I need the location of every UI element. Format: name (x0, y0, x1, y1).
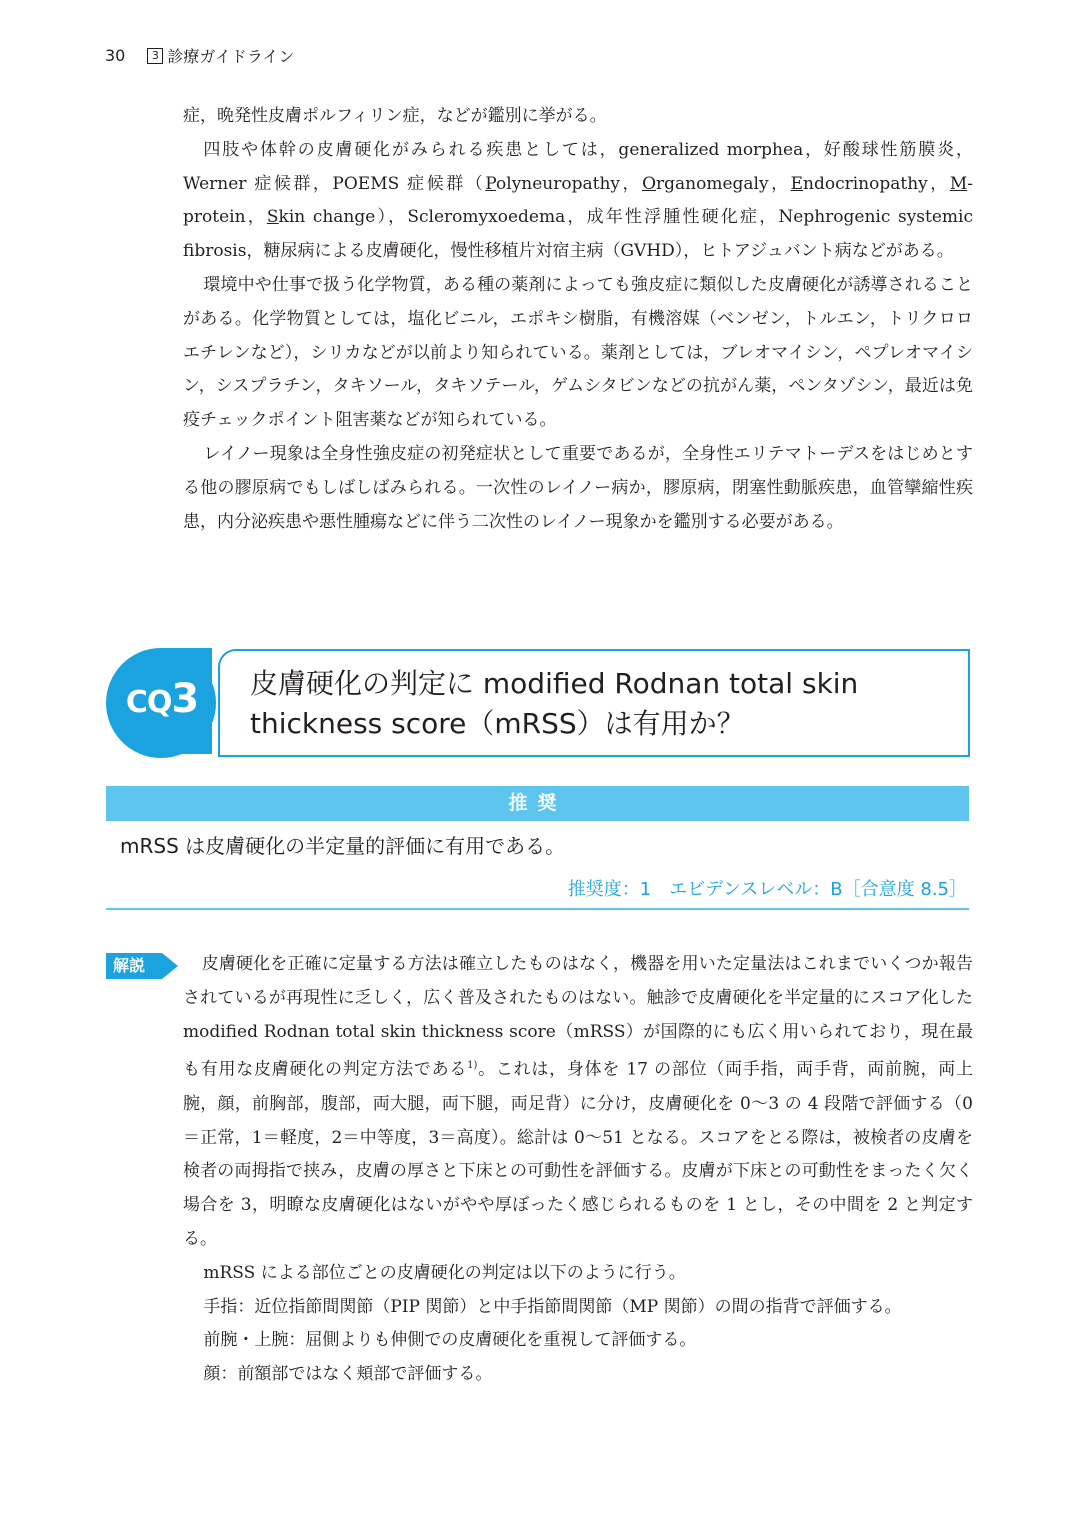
paragraph-raynaud: レイノー現象は全身性強皮症の初発症状として重要であるが，全身性エリテマトーデスをはじめとする他の膠原病でもしばしばみられる。一次性のレイノー病か，膠原病，閉塞性動脈疾患，血管攣縮性疾患，内分泌疾患や悪性腫瘍などに伴う二次性のレイノー現象かを鑑別する必要がある。 (183, 443, 973, 532)
page-number: 30 (105, 46, 126, 65)
paragraph-diseases: 四肢や体幹の皮膚硬化がみられる疾患としては，generalized morphea，好酸球性筋膜炎，Werner 症候群，POEMS 症候群（Polyneuropathy，Organomegaly，Endocrinopathy，M-protein，Skin change），Scleromyxoedema，成年性浮腫性硬化症，Nephrogenic systemic fibrosis，糖尿病による皮膚硬化，慢性移植片対宿主病（GVHD），ヒトアジュバント病などがある。 (183, 139, 973, 262)
commentary-body (183, 948, 973, 1392)
cq-title: 皮膚硬化の判定に modified Rodnan total skin thickness score（mRSS）は有用か？ (250, 667, 859, 740)
paragraph-chemicals: 環境中や仕事で扱う化学物質，ある種の薬剤によっても強皮症に類似した皮膚硬化が誘導されることがある。化学物質としては，塩化ビニル，エポキシ樹脂，有機溶媒（ベンゼン，トルエン，トリクロロエチレンなど），シリカなどが以前より知られている。薬剤としては，ブレオマイシン，ペプレオマイシン，シスプラチン，タキソール，タキソテール，ゲムシタビンなどの抗がん薬，ペンタゾシン，最近は免疫チェックポイント阻害薬などが知られている。 (183, 274, 973, 431)
paragraph-differential: 症，晩発性皮膚ポルフィリン症，などが鑑別に挙がる。 (183, 106, 607, 126)
paragraph-arms: 前腕・上腕：屈側よりも伸側での皮膚硬化を重視して評価する。 (203, 1330, 697, 1351)
section-body (183, 100, 973, 539)
paragraph-face: 顔：前額部ではなく頬部で評価する。 (203, 1364, 493, 1385)
commentary-arrow-icon (162, 953, 178, 979)
recommendation-divider (106, 908, 969, 910)
commentary-label: 解説 (106, 953, 162, 979)
paragraph-commentary-main: 皮膚硬化を正確に定量する方法は確立したものはなく，機器を用いた定量法はこれまでいくつか報告されているが再現性に乏しく，広く普及されたものはない。触診で皮膚硬化を半定量的にスコア化した modified Rodnan total skin thickness score（mRSS）が国際的にも広く用いられており，現在最も有用な皮膚硬化の判定方法である$^{1)}$。これは，身体を 17 の部位（両手指，両手背，両前腕，両上腕，顔，前胸部，腹部，両大腿，両下腿，両足背）に分け，皮膚硬化を 0〜3 の 4 段階で評価する（0＝正常，1＝軽度，2＝中等度，3＝高度）。総計は 0〜51 となる。スコアをとる際は，被検者の皮膚を検者の両拇指で挟み，皮膚の厚さと下床との可動性を評価する。皮膚が下床との可動性をまったく欠く場合を 3，明瞭な皮膚硬化はないがやや厚ぼったく感じられるものを 1 とし，その中間を 2 と判定する。 (183, 954, 973, 1250)
recommendation-level: 推奨度：1 エビデンスレベル：B［合意度 8.5］ (567, 879, 967, 900)
paragraph-fingers: 手指：近位指節間関節（PIP 関節）と中手指節間関節（MP 関節）の間の指背で評価する。 (203, 1296, 902, 1317)
chapter-number-box: 3 (147, 48, 163, 64)
recommendation-heading: 推奨 (106, 786, 969, 821)
recommendation-text: mRSS は皮膚硬化の半定量的評価に有用である。 (120, 834, 566, 858)
running-header (105, 44, 294, 67)
paragraph-method: mRSS による部位ごとの皮膚硬化の判定は以下のように行う。 (203, 1262, 686, 1283)
chapter-title: 診療ガイドライン (167, 47, 295, 66)
reference-marker: 1) (467, 1060, 478, 1072)
cq-badge-label: CQ3 (125, 676, 199, 722)
